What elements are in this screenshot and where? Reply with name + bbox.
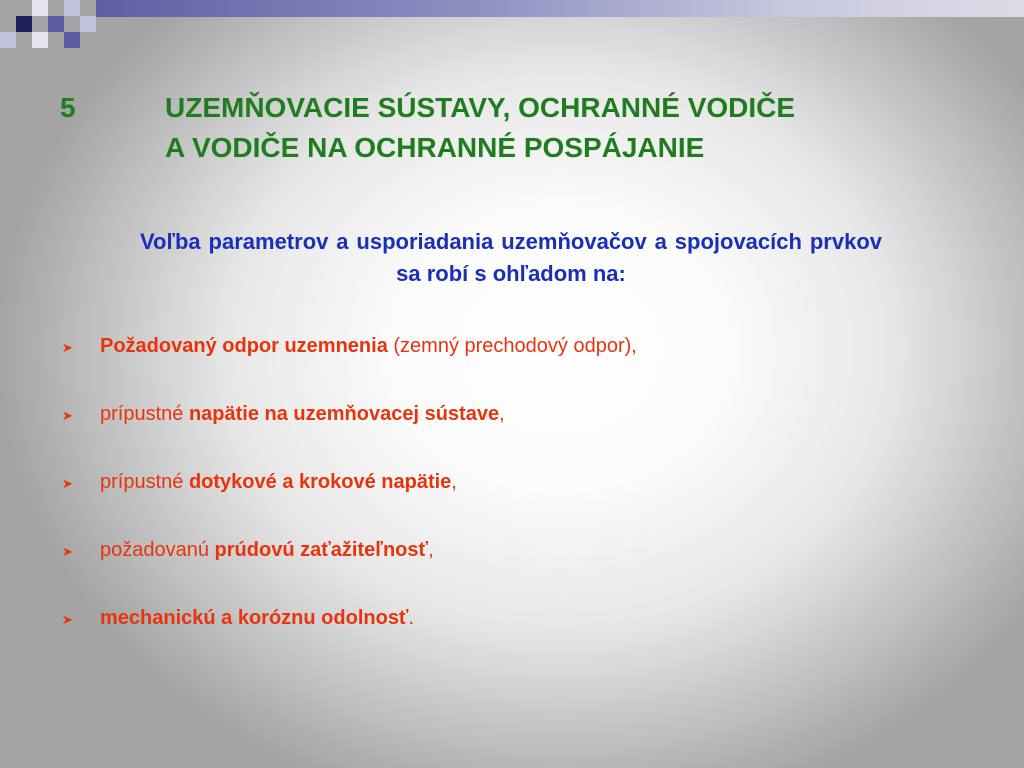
decorative-square: [16, 16, 32, 32]
title-text: [165, 88, 965, 168]
bullet-text: [100, 396, 505, 432]
title-line-2: A VODIČE NA OCHRANNÉ POSPÁJANIE: [165, 132, 705, 163]
bullet-bold: napätie na uzemňovacej sústave: [188, 403, 500, 425]
bullet-text: [100, 600, 414, 636]
bullet-text: [100, 464, 457, 500]
arrow-right-icon: ➤: [62, 544, 73, 559]
bullet-post: .: [408, 607, 415, 629]
bullet-bold: mechanickú a koróznu odolnosť: [100, 607, 409, 629]
bullet-pre: prípustné: [100, 403, 189, 425]
decorative-square: [0, 32, 16, 48]
bullet-bold: dotykové a krokové napätie: [188, 471, 452, 493]
bullet-pre: požadovanú: [100, 539, 215, 561]
section-number: 5: [60, 92, 76, 123]
decorative-square: [80, 16, 96, 32]
decorative-square: [32, 32, 48, 48]
list-item: [62, 600, 962, 668]
bullet-post: (zemný prechodový odpor),: [387, 335, 637, 357]
arrow-right-icon: ➤: [62, 612, 73, 627]
bullet-post: ,: [451, 471, 457, 493]
decorative-top-bar: [96, 0, 1024, 17]
bullet-bold: prúdovú zaťažiteľnosť: [214, 539, 429, 561]
arrow-right-icon: ➤: [62, 408, 73, 423]
decorative-square: [48, 16, 64, 32]
title-line-1: UZEMŇOVACIE SÚSTAVY, OCHRANNÉ VODIČE: [165, 92, 796, 123]
bullet-post: ,: [428, 539, 434, 561]
arrow-right-icon: ➤: [62, 340, 73, 355]
bullet-bold: Požadovaný odpor uzemnenia: [100, 335, 388, 357]
bullet-text: [100, 328, 637, 364]
bullet-post: ,: [499, 403, 505, 425]
list-item: [62, 464, 962, 532]
bullet-list: [62, 328, 962, 668]
list-item: [62, 396, 962, 464]
arrow-right-icon: ➤: [62, 476, 73, 491]
decorative-square: [32, 0, 48, 16]
intro-paragraph: Voľba parametrov a usporiadania uzemňovačov a spojovacích prvkov sa robí s ohľadom na:: [140, 229, 882, 286]
bullet-pre: prípustné: [100, 471, 189, 493]
list-item: [62, 532, 962, 600]
decorative-square: [64, 0, 80, 16]
bullet-text: [100, 532, 434, 568]
list-item: [62, 328, 962, 396]
decorative-square: [64, 32, 80, 48]
